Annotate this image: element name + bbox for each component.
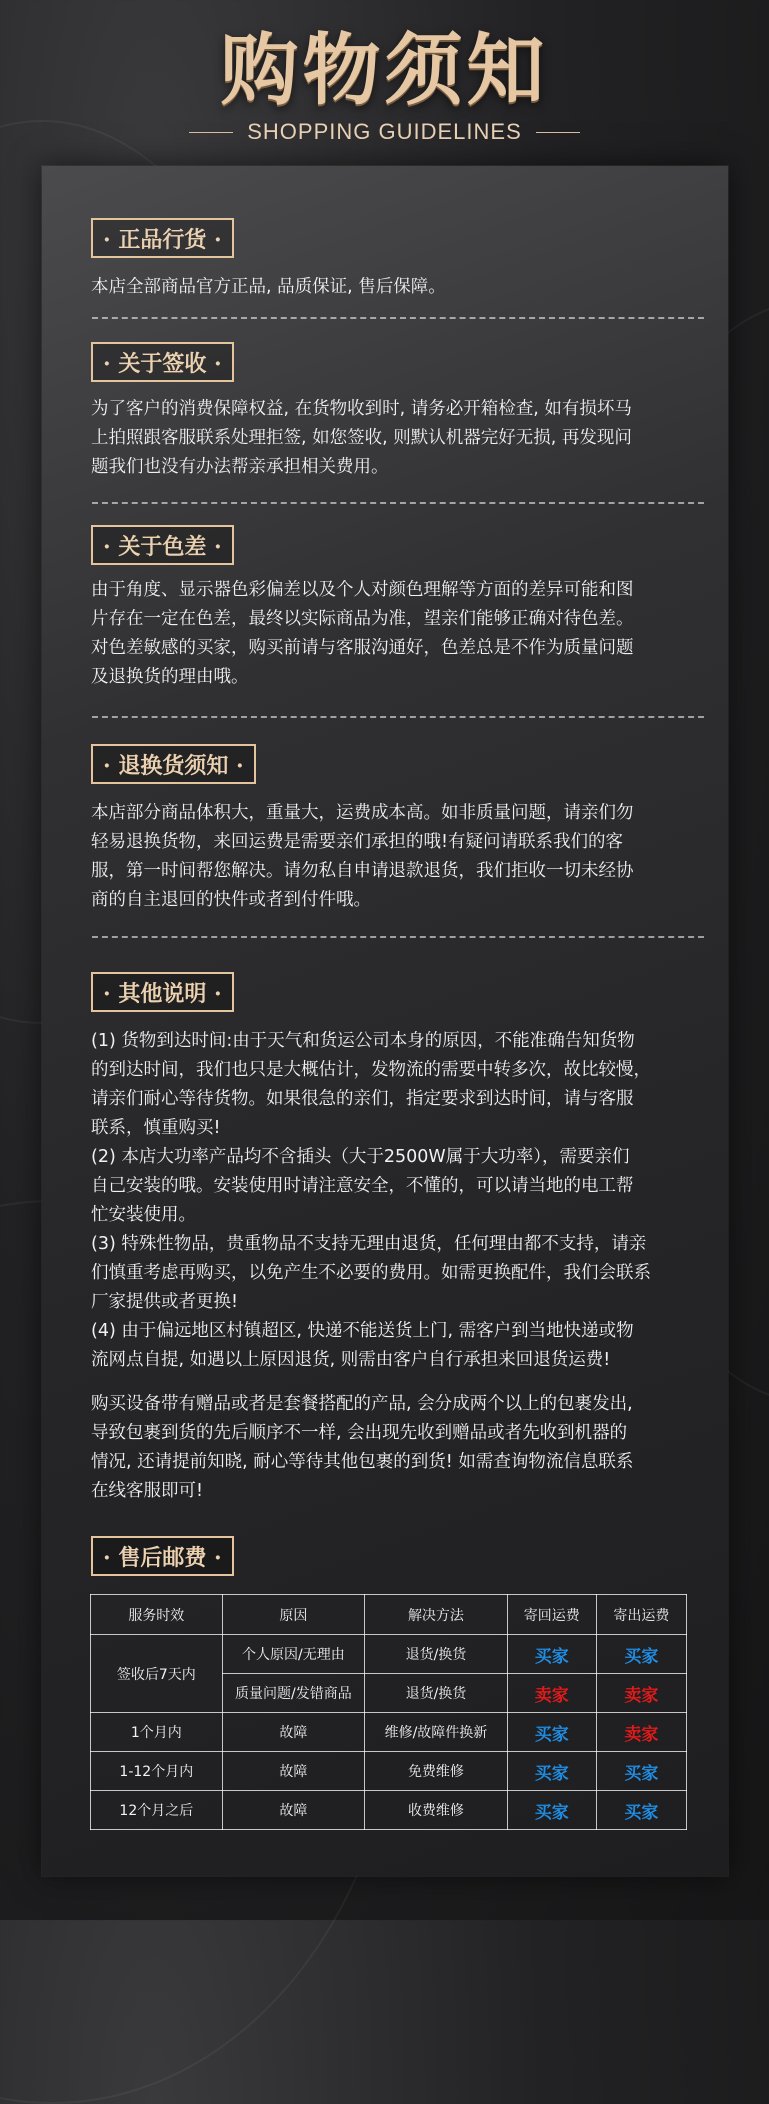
table-cell-period: 12个月之后 <box>91 1791 223 1830</box>
page-header <box>0 0 769 160</box>
section-text-color <box>91 576 706 692</box>
section-text-other <box>91 1027 706 1375</box>
table-cell-send-fee: 卖家 <box>596 1674 686 1713</box>
text-line: 请亲们耐心等待货物。如果很急的亲们，指定要求到达时间，请与客服 <box>91 1089 634 1109</box>
shipping-fee-table <box>90 1594 687 1830</box>
text-line: 忙安装使用。 <box>91 1205 196 1225</box>
section-tag-other: · 其他说明 · <box>91 972 234 1012</box>
table-cell-reason: 故障 <box>222 1713 365 1752</box>
text-line: 自己安装的哦。安装使用时请注意安全，不懂的，可以请当地的电工帮 <box>91 1176 634 1196</box>
table-row <box>91 1752 687 1791</box>
text-line: (3) 特殊性物品，贵重物品不支持无理由退货，任何理由都不支持，请亲 <box>91 1234 647 1254</box>
table-cell-solution: 免费维修 <box>365 1752 508 1791</box>
text-line: 本店部分商品体积大，重量大，运费成本高。如非质量问题，请亲们勿 <box>91 803 634 823</box>
text-line: 由于角度、显示器色彩偏差以及个人对颜色理解等方面的差异可能和图 <box>91 580 634 600</box>
dashed-divider <box>92 936 704 938</box>
text-line: 的到达时间，我们也只是大概估计，发物流的需要中转多次，故比较慢， <box>91 1060 651 1080</box>
table-cell-return-fee: 买家 <box>507 1635 596 1674</box>
text-line: 在线客服即可! <box>91 1481 204 1501</box>
dashed-divider <box>92 317 704 319</box>
text-line: 对色差敏感的买家，购买前请与客服沟通好，色差总是不作为质量问题 <box>91 638 634 658</box>
text-line: 本店全部商品官方正品, 品质保证, 售后保障。 <box>91 277 446 297</box>
subtitle-row <box>0 118 769 146</box>
text-line: 们慎重考虑再购买，以免产生不必要的费用。如需更换配件，我们会联系 <box>91 1263 651 1283</box>
text-line: 上拍照跟客服联系处理拒签, 如您签收, 则默认机器完好无损, 再发现问 <box>91 428 632 448</box>
table-cell-return-fee: 买家 <box>507 1713 596 1752</box>
text-line: 商的自主退回的快件或者到付件哦。 <box>91 890 371 910</box>
table-cell-solution: 维修/故障件换新 <box>365 1713 508 1752</box>
section-text-returns <box>91 799 706 915</box>
section-tag-shipping-fee: · 售后邮费 · <box>91 1536 234 1576</box>
text-line: 轻易退换货物，来回运费是需要亲们承担的哦!有疑问请联系我们的客 <box>91 832 624 852</box>
text-line: (1) 货物到达时间:由于天气和货运公司本身的原因，不能准确告知货物 <box>91 1031 635 1051</box>
text-line: 购买设备带有赠品或者是套餐搭配的产品, 会分成两个以上的包裹发出, <box>91 1394 633 1414</box>
dashed-divider <box>92 502 704 504</box>
divider <box>536 132 580 133</box>
table-cell-return-fee: 买家 <box>507 1752 596 1791</box>
table-cell-send-fee: 卖家 <box>596 1713 686 1752</box>
text-line: 联系，慎重购买! <box>91 1118 221 1138</box>
table-cell-reason: 质量问题/发错商品 <box>222 1674 365 1713</box>
section-text-genuine <box>91 273 706 302</box>
section-text-receipt <box>91 395 706 482</box>
text-line: 服，第一时间帮您解决。请勿私自申请退款退货，我们拒收一切未经协 <box>91 861 634 881</box>
table-cell-reason: 故障 <box>222 1752 365 1791</box>
dashed-divider <box>92 716 704 718</box>
text-line: 厂家提供或者更换! <box>91 1292 239 1312</box>
section-tag-returns: · 退换货须知 · <box>91 744 256 784</box>
table-header-cell: 解决方法 <box>365 1595 508 1635</box>
table-cell-send-fee: 买家 <box>596 1752 686 1791</box>
text-line: 导致包裹到货的先后顺序不一样, 会出现先收到赠品或者先收到机器的 <box>91 1423 628 1443</box>
table-cell-return-fee: 买家 <box>507 1791 596 1830</box>
text-line: (4) 由于偏远地区村镇超区, 快递不能送货上门, 需客户到当地快递或物 <box>91 1321 634 1341</box>
divider <box>189 132 233 133</box>
table-cell-send-fee: 买家 <box>596 1635 686 1674</box>
table-cell-period: 签收后7天内 <box>91 1635 223 1713</box>
text-line: 片存在一定在色差，最终以实际商品为准，望亲们能够正确对待色差。 <box>91 609 634 629</box>
content-panel <box>42 166 728 1876</box>
table-row <box>91 1713 687 1752</box>
table-cell-return-fee: 卖家 <box>507 1674 596 1713</box>
table-row <box>91 1791 687 1830</box>
section-text-packages <box>91 1390 706 1506</box>
table-cell-reason: 故障 <box>222 1791 365 1830</box>
section-tag-genuine: · 正品行货 · <box>91 218 234 258</box>
text-line: 情况, 还请提前知晓, 耐心等待其他包裹的到货! 如需查询物流信息联系 <box>91 1452 634 1472</box>
table-cell-reason: 个人原因/无理由 <box>222 1635 365 1674</box>
page-title: 购物须知 <box>220 25 549 116</box>
table-cell-solution: 退货/换货 <box>365 1635 508 1674</box>
text-line: 及退换货的理由哦。 <box>91 667 249 687</box>
page-subtitle: SHOPPING GUIDELINES <box>247 119 522 144</box>
table-header-row <box>91 1595 687 1635</box>
table-header-cell: 原因 <box>222 1595 365 1635</box>
table-cell-period: 1-12个月内 <box>91 1752 223 1791</box>
text-line: 题我们也没有办法帮亲承担相关费用。 <box>91 457 389 477</box>
table-cell-send-fee: 买家 <box>596 1791 686 1830</box>
table-header-cell: 服务时效 <box>91 1595 223 1635</box>
table-header-cell: 寄出运费 <box>596 1595 686 1635</box>
table-cell-solution: 收费维修 <box>365 1791 508 1830</box>
text-line: 为了客户的消费保障权益, 在货物收到时, 请务必开箱检查, 如有损坏马 <box>91 399 632 419</box>
table-cell-solution: 退货/换货 <box>365 1674 508 1713</box>
table-header-cell: 寄回运费 <box>507 1595 596 1635</box>
table-cell-period: 1个月内 <box>91 1713 223 1752</box>
section-tag-receipt: · 关于签收 · <box>91 342 234 382</box>
section-tag-color: · 关于色差 · <box>91 525 234 565</box>
table-row <box>91 1635 687 1674</box>
text-line: 流网点自提, 如遇以上原因退货, 则需由客户自行承担来回退货运费! <box>91 1350 611 1370</box>
text-line: (2) 本店大功率产品均不含插头（大于2500W属于大功率），需要亲们 <box>91 1147 630 1167</box>
